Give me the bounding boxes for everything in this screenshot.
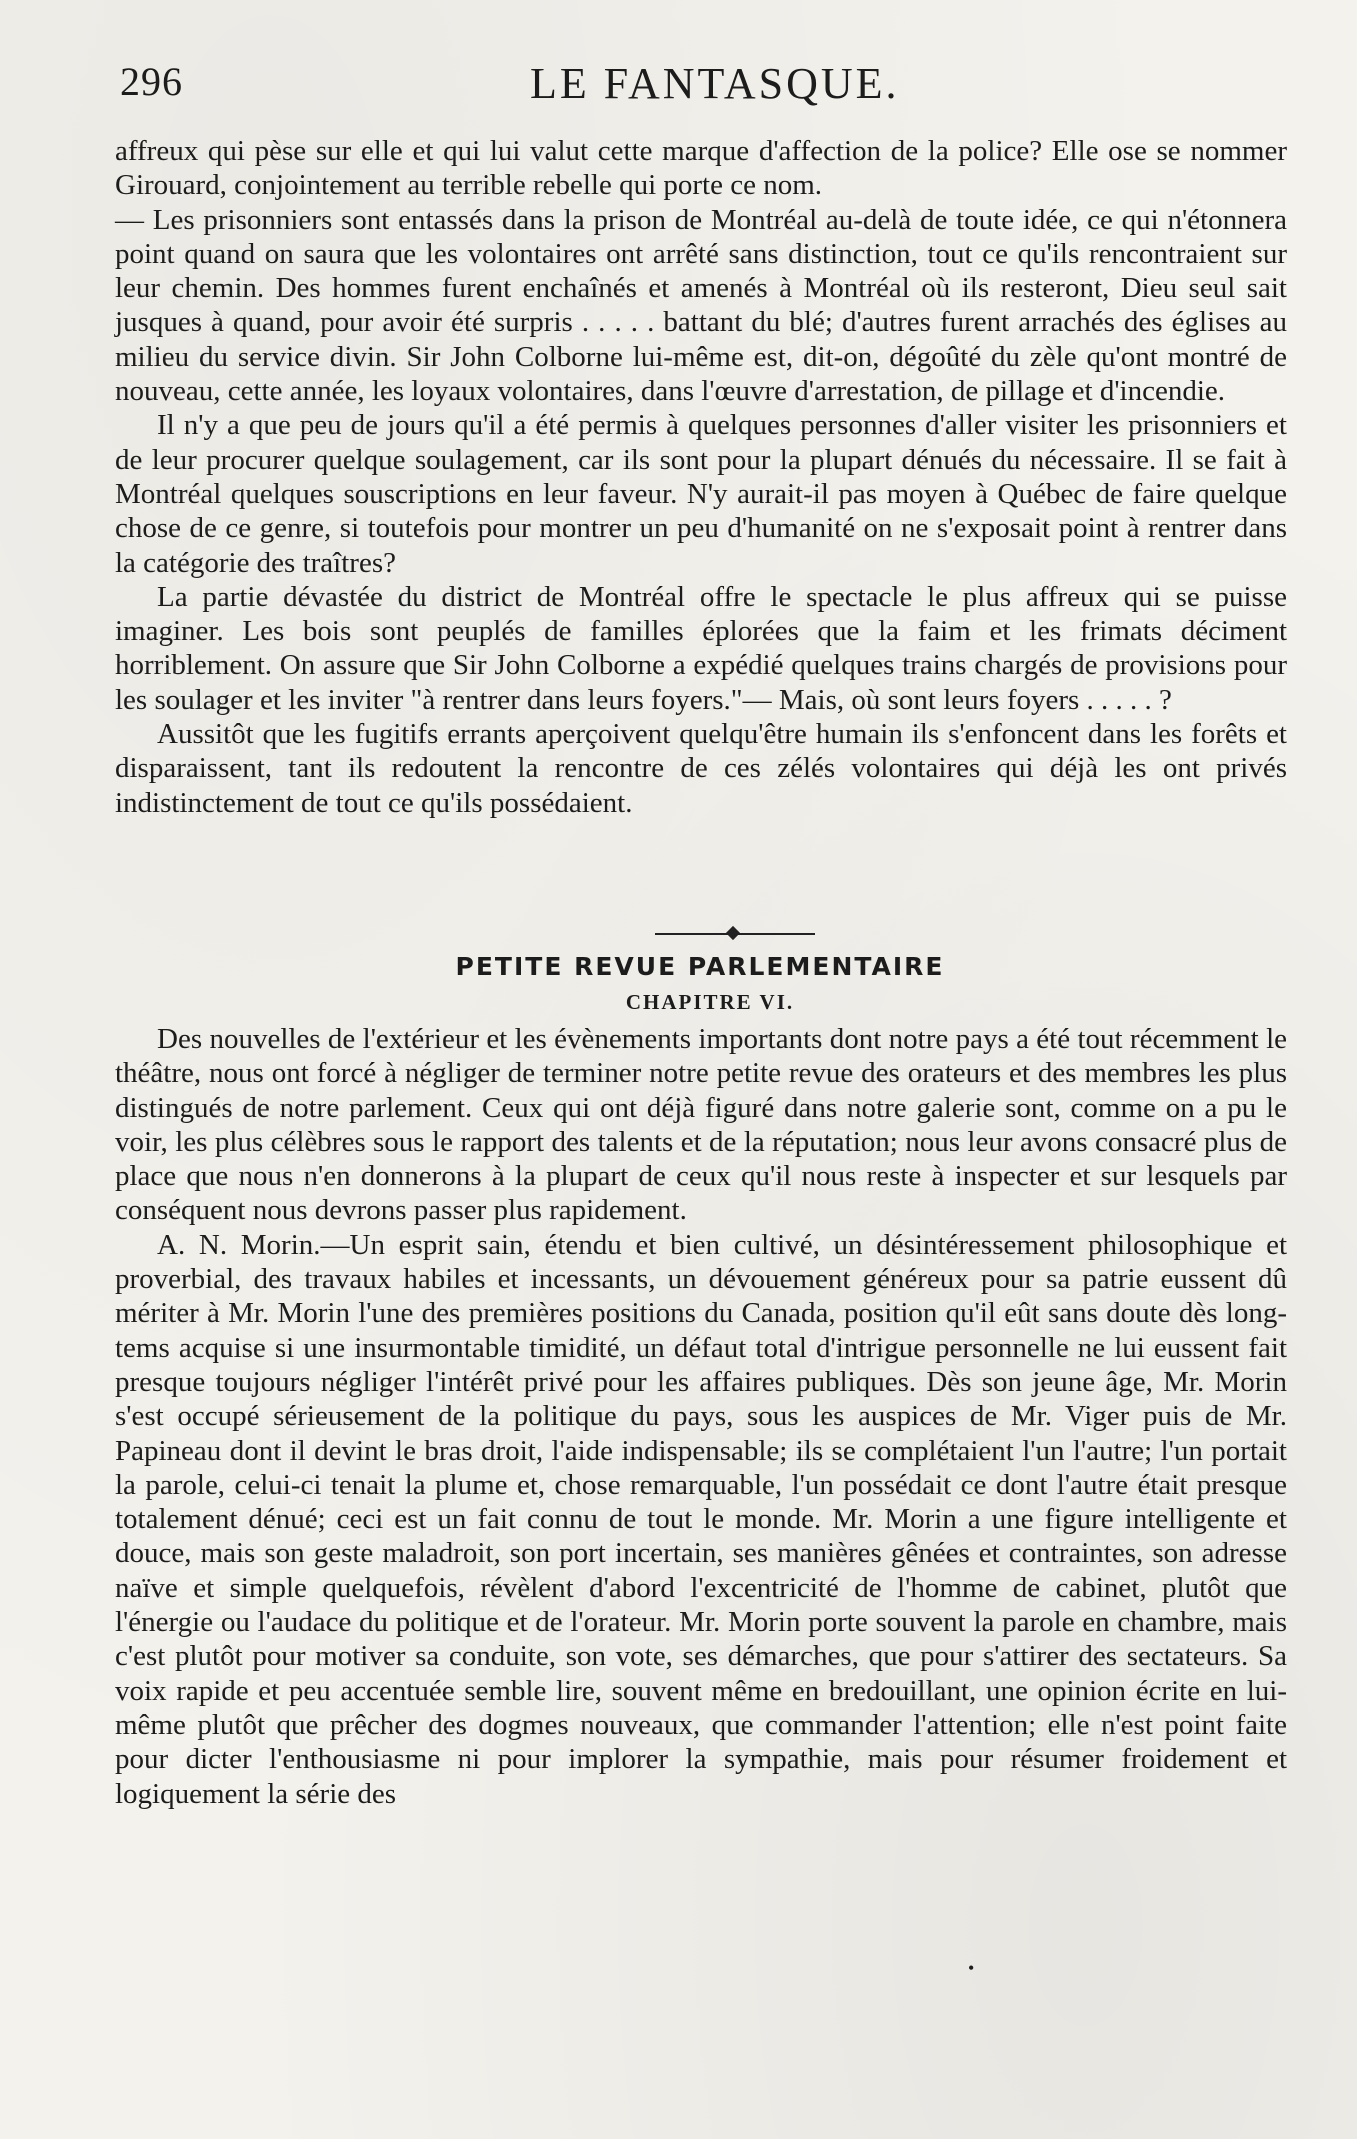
section-divider	[655, 928, 815, 940]
article-bottom	[115, 1022, 1287, 1811]
running-head	[120, 58, 1300, 118]
paragraph: La partie dévastée du district de Montréal offre le spectacle le plus affreux qui se puisse imaginer. Les bois sont peuplés de familles éplorées que la faim et les frimats déciment horriblement. On assure que Sir John Colborne a expédié quelques trains chargés de provisions pour les soulager et les inviter "à rentrer dans leurs foyers."— Mais, où sont leurs foyers . . . . . ?	[115, 580, 1287, 716]
paragraph: Des nouvelles de l'extérieur et les évènements importants dont notre pays a été tout récemment le théâtre, nous ont forcé à négliger de terminer notre petite revue des orateurs et des membres les plus distingués de notre parlement. Ceux qui ont déjà figuré dans notre galerie sont, comme on a pu le voir, les plus célèbres sous le rapport des talents et de la réputation; nous leur avons consacré plus de place que nous n'en donnerons à la plupart de ceux qu'il nous reste à inspecter et sur lesquels par conséquent nous devrons passer plus rapidement.	[115, 1023, 1287, 1227]
paragraph: A. N. Morin.—Un esprit sain, étendu et bien cultivé, un désintéressement philosophique et proverbial, des travaux habiles et incessants, un dévouement généreux pour sa patrie eussent dû mériter à Mr. Morin l'une des premières positions du Canada, position qu'il eût sans doute dès long-tems acquise si une insurmontable timidité, un défaut total d'intrigue personnelle ne lui eussent fait presque toujours négliger l'intérêt privé pour les affaires publiques. Dès son jeune âge, Mr. Morin s'est occupé sérieusement de la politique du pays, sous les auspices de Mr. Viger puis de Mr. Papineau dont il devint le bras droit, l'aide indispensable; ils se complétaient l'un l'autre; l'un portait la parole, celui-ci tenait la plume et, chose remarquable, l'un possédait ce dont l'autre était presque totalement dénué; ceci est un fait connu de tout le monde. Mr. Morin a une figure intelligente et douce, mais son geste maladroit, son port incertain, ses manières gênées et contraintes, son adresse naïve et simple quelquefois, révèlent d'abord l'excentricité de l'homme de cabinet, plutôt que l'énergie ou l'audace du politique et de l'orateur. Mr. Morin porte souvent la parole en chambre, mais c'est plutôt pour motiver sa conduite, son vote, ses démarches, que pour s'attirer des sectateurs. Sa voix rapide et peu accentuée semble lire, souvent même en bredouillant, une opinion écrite en lui-même plutôt que prêcher des dogmes nouveaux, que commander l'attention; elle n'est point faite pour dicter l'enthousiasme ni pour implorer la sympathie, mais pour résumer froidement et logiquement la série des	[115, 1228, 1287, 1810]
paragraph: affreux qui pèse sur elle et qui lui valut cette marque d'affection de la police? Elle ose se nommer Girouard, conjointement au terrible rebelle qui porte ce nom.	[115, 135, 1287, 202]
paragraph: Il n'y a que peu de jours qu'il a été permis à quelques personnes d'aller visiter les prisonniers et de leur procurer quelque soulagement, car ils sont pour la plupart dénués du nécessaire. Il se fait à Montréal quelques souscriptions en leur faveur. N'y aurait-il pas moyen à Québec de faire quelque chose de ce genre, si toutefois pour montrer un peu d'humanité on ne s'exposait point à rentrer dans la catégorie des traîtres?	[115, 409, 1287, 579]
journal-title: LE FANTASQUE.	[530, 59, 900, 108]
section-title: PETITE REVUE PARLEMENTAIRE	[455, 952, 945, 981]
chapter-title: CHAPITRE VI.	[625, 990, 795, 1014]
page-mark: •	[968, 1958, 975, 1978]
article-top	[115, 134, 1287, 820]
paragraph: Aussitôt que les fugitifs errants aperçoivent quelqu'être humain ils s'enfoncent dans les forêts et disparaissent, tant ils redoutent la rencontre de ces zélés volontaires qui déjà les ont privés indistinctement de tout ce qu'ils possédaient.	[115, 718, 1287, 819]
paragraph: — Les prisonniers sont entassés dans la prison de Montréal au-delà de toute idée, ce qui n'étonnera point quand on saura que les volontaires ont arrêté sans distinction, tout ce qu'ils rencontraient sur leur chemin. Des hommes furent enchaînés et amenés à Montréal où ils resteront, Dieu seul sait jusques à quand, pour avoir été surpris . . . . . battant du blé; d'autres furent arrachés des églises au milieu du service divin. Sir John Colborne lui-même est, dit-on, dégoûté du zèle qu'ont montré de nouveau, cette année, les loyaux volontaires, dans l'œuvre d'arrestation, de pillage et d'incendie.	[115, 203, 1287, 408]
page-number: 296	[120, 59, 183, 104]
